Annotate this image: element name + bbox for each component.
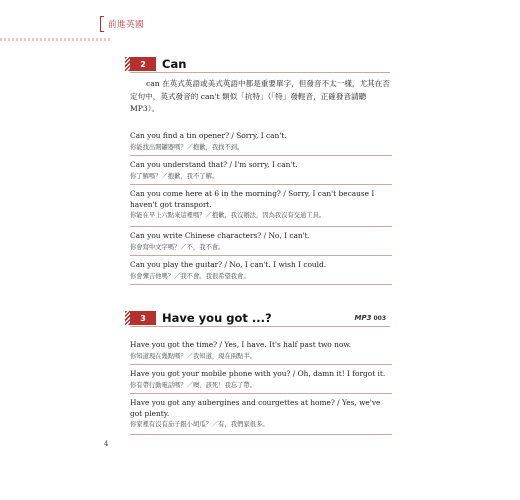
example-item — [130, 260, 392, 281]
divider — [130, 226, 392, 227]
example-item — [130, 340, 392, 361]
divider — [130, 255, 392, 256]
chapter-tag — [100, 16, 144, 32]
example-chinese: 你能在早上六點來這裡嗎？／抱歉，我沒辦法，因為我沒有交通工具。 — [130, 212, 326, 219]
divider — [130, 184, 392, 185]
example-item — [130, 369, 392, 390]
section-title: Have you got ...? — [162, 311, 272, 325]
example-english: Have you got your mobile phone with you? / Oh, damn it! I forgot it. — [130, 369, 386, 378]
example-chinese: 你知道現在幾點嗎？／我知道，現在兩點半。 — [130, 352, 256, 360]
chapter-tag-label: 前進英國 — [108, 20, 145, 30]
section-number: 2 — [130, 57, 156, 71]
mp3-icon: MP3 — [354, 314, 372, 322]
section-header-have-you-got — [130, 310, 390, 327]
example-chinese: 你家裡有沒有茄子跟小胡瓜？／有，我們家很多。 — [130, 421, 269, 428]
example-english: Can you play the guitar? / No, I can't. I wish I could. — [130, 260, 327, 269]
divider — [130, 393, 392, 394]
example-chinese: 你會寫中文字嗎？／不，我不會。 — [130, 243, 225, 251]
chapter-tag-bracket — [100, 16, 104, 32]
divider — [130, 284, 392, 285]
section-header-can — [130, 56, 390, 73]
example-english: Can you understand that? / I'm sorry, I can't. — [130, 160, 298, 169]
example-item — [130, 131, 392, 152]
section-title: Can — [162, 57, 187, 71]
example-chinese: 你會彈吉他嗎？／我不會。我很希望我會。 — [130, 272, 250, 280]
example-chinese: 你有帶行動電話嗎？／噢，該死！我忘了帶。 — [130, 381, 256, 389]
example-english: Have you got the time? / Yes, I have. It's half past two now. — [130, 340, 352, 349]
example-item — [130, 160, 392, 181]
example-english: Can you find a tin opener? / Sorry, I can't. — [130, 131, 287, 140]
example-english: Have you got any aubergines and courgettes at home? / Yes, we've got plenty. — [130, 398, 381, 418]
example-item — [130, 398, 392, 429]
example-chinese: 你了解嗎？／抱歉，我不了解。 — [130, 172, 219, 180]
divider — [130, 434, 392, 435]
example-chinese: 你能找出開罐器嗎？／抱歉，我找不到。 — [130, 143, 244, 151]
example-english: Can you write Chinese characters? / No, I can't. — [130, 231, 310, 240]
mp3-track-label — [355, 314, 387, 322]
page-number: 4 — [104, 440, 109, 448]
example-english: Can you come here at 6 in the morning? / Sorry, I can't because I haven't got transport. — [130, 189, 375, 209]
example-item — [130, 189, 392, 220]
mp3-track-number: 003 — [373, 314, 386, 322]
section-number: 3 — [130, 311, 156, 325]
example-item — [130, 231, 392, 252]
intro-paragraph: can 在英式英語或美式英語中都是重要單字，但發音不太一樣，尤其在否定句中，英式發音的 can't 類似「抗特」（「特」發輕音，正確發音請聽 MP3）。 — [130, 79, 390, 113]
header-rule — [0, 38, 110, 41]
divider — [130, 155, 392, 156]
divider — [130, 364, 392, 365]
